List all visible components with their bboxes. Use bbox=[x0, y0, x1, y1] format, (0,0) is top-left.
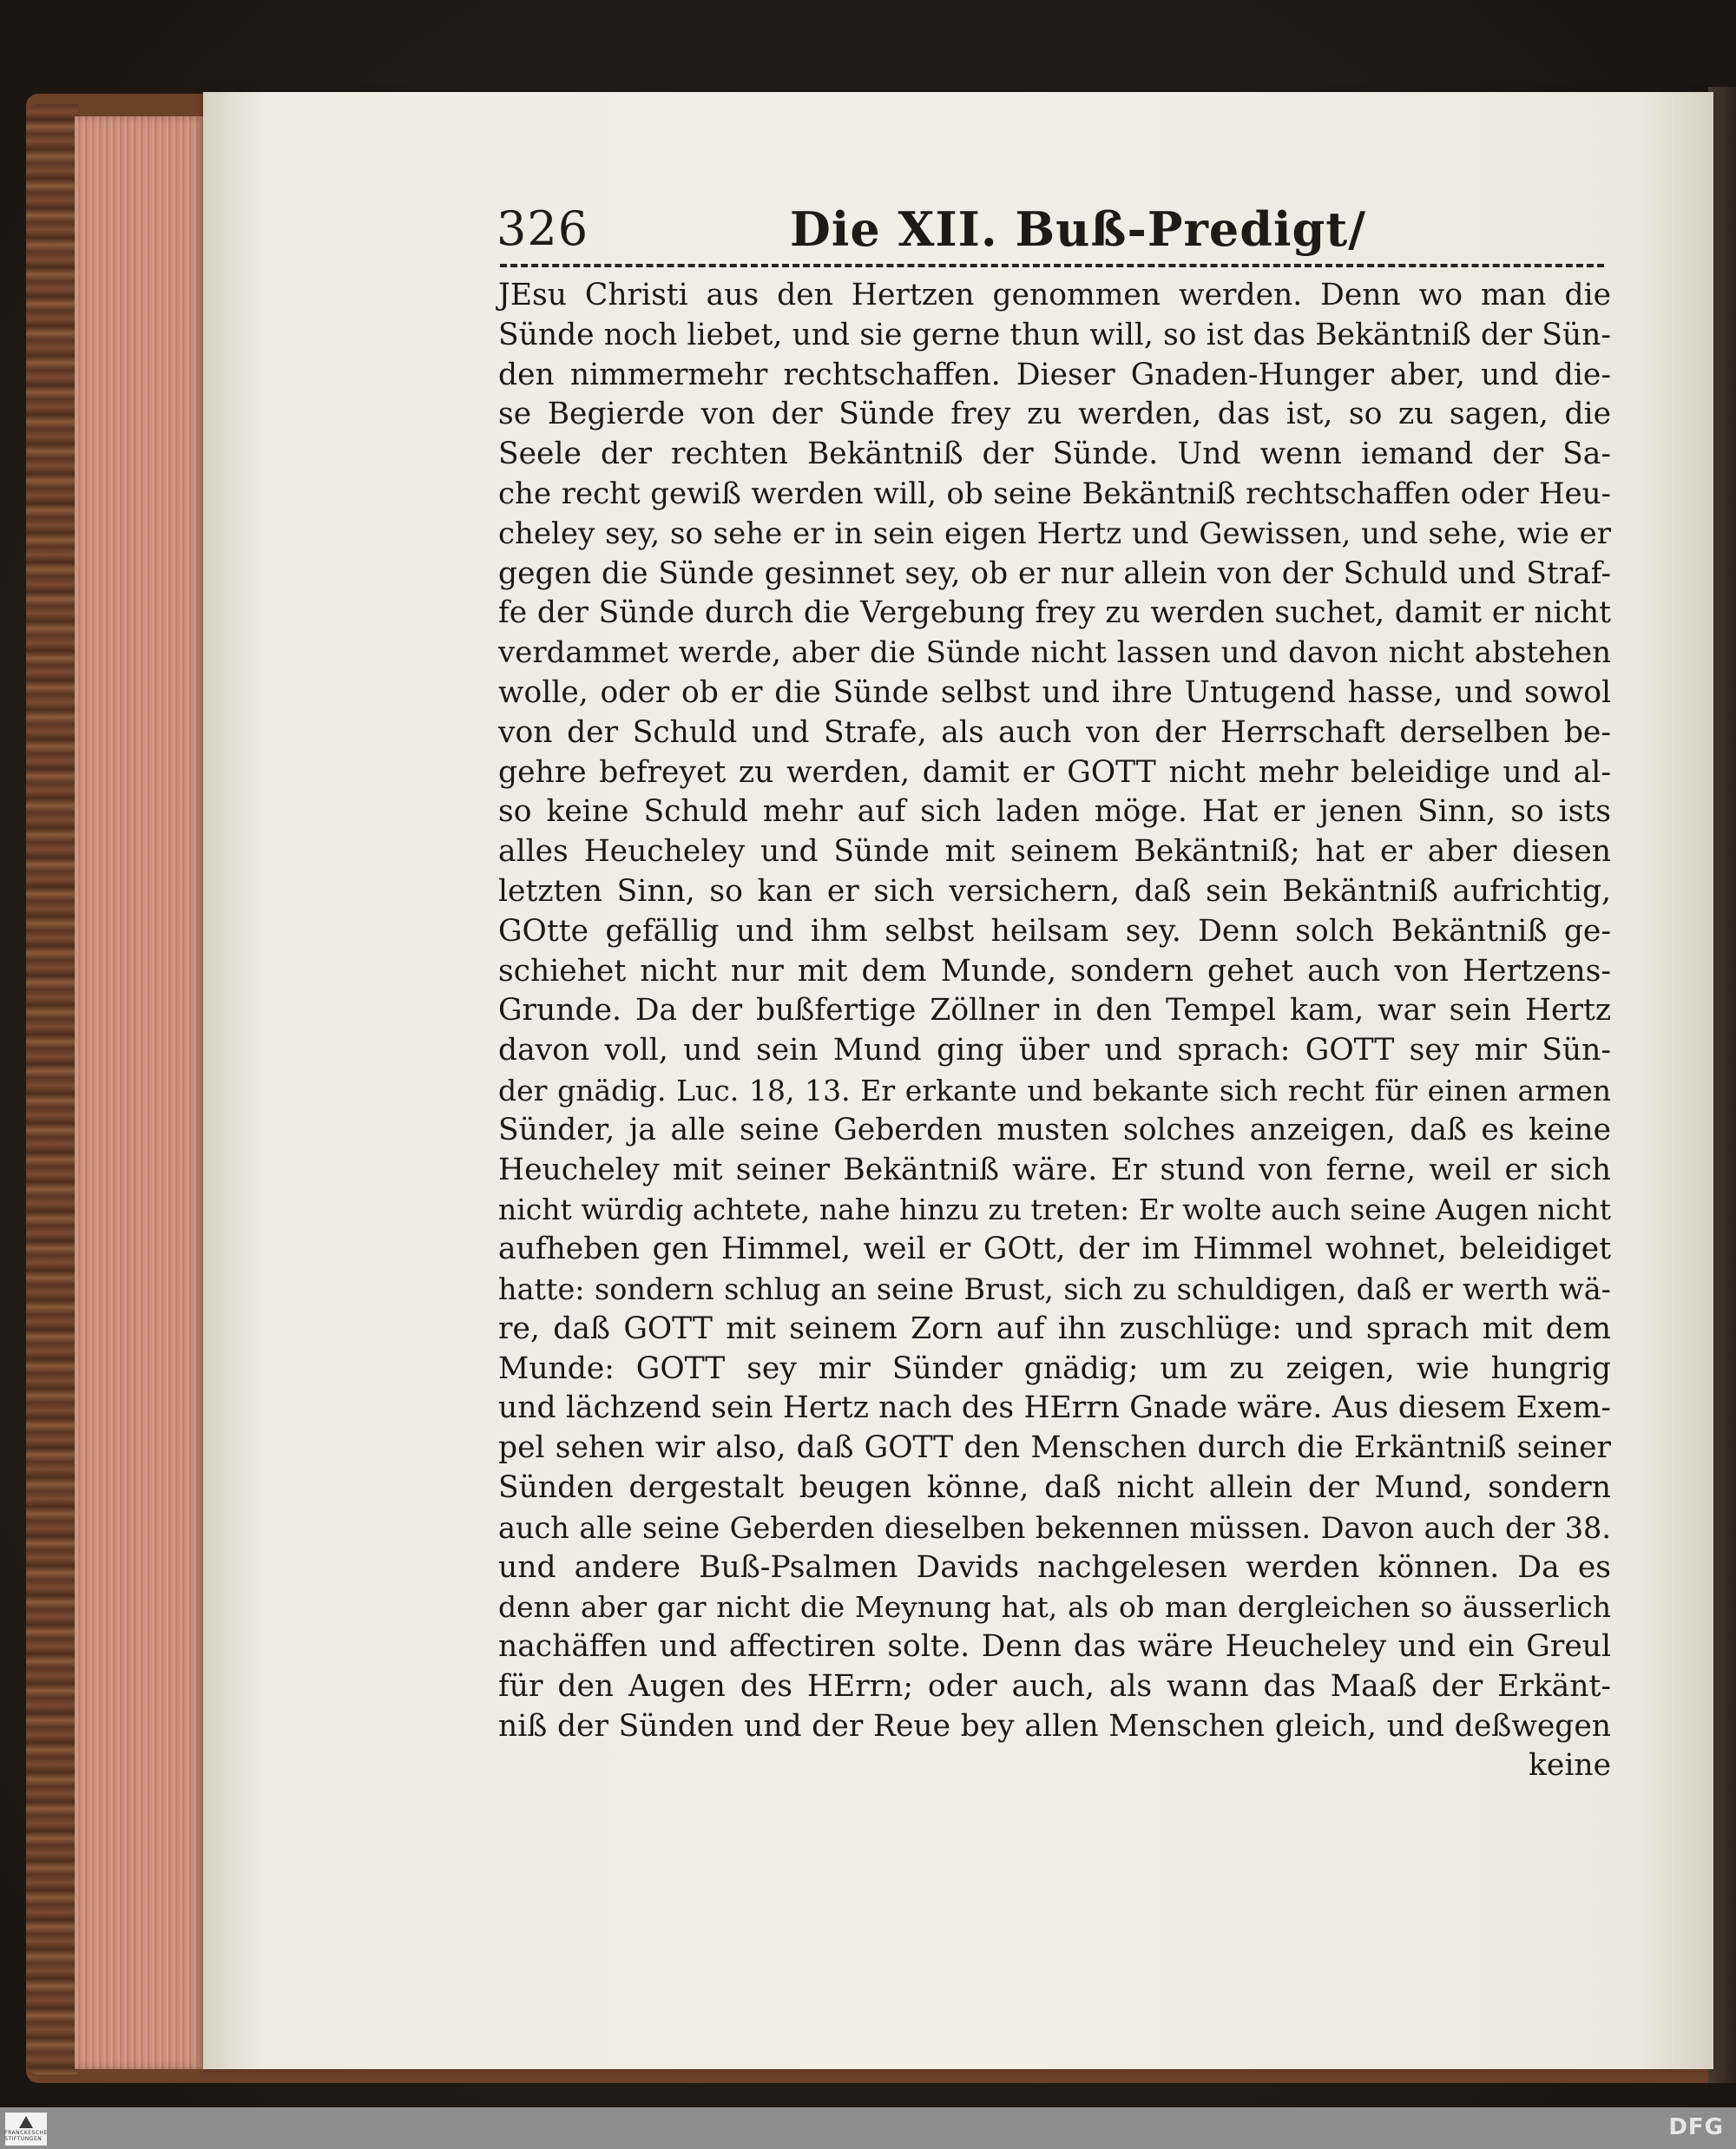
text-line: Seele der rechten Bekäntniß der Sünde. Und wenn iemand der Sa- bbox=[498, 437, 1611, 472]
text-line: von der Schuld und Strafe, als auch von der Herrschaft derselben be- bbox=[498, 714, 1611, 750]
dfg-logo[interactable]: DFG bbox=[1668, 2114, 1724, 2140]
text-line: der gnädig. Luc. 18, 13. Er erkante und bekante sich recht für einen armen bbox=[498, 1073, 1611, 1107]
text-line: wolle, oder ob er die Sünde selbst und ihre Untugend hasse, und sowol bbox=[498, 674, 1611, 710]
text-line: nachäffen und affectiren solte. Denn das wäre Heucheley und ein Greul bbox=[498, 1629, 1611, 1665]
text-line: hatte: sondern schlug an seine Brust, sich zu schuldigen, daß er werth wä- bbox=[498, 1272, 1611, 1306]
page-edges bbox=[75, 116, 205, 2069]
text-line: fe der Sünde durch die Vergebung frey zu werden suchet, damit er nicht bbox=[498, 595, 1611, 631]
text-line: gehre befreyet zu werden, damit er GOTT nicht mehr beleidige und al- bbox=[498, 754, 1611, 790]
text-body bbox=[498, 276, 1611, 1786]
text-line: auch alle seine Geberden dieselben bekennen müssen. Davon auch der 38. bbox=[498, 1510, 1611, 1545]
text-line: Munde: GOTT sey mir Sünder gnädig; um zu zeigen, wie hungrig bbox=[498, 1351, 1611, 1386]
page-number: 326 bbox=[496, 201, 589, 256]
text-line: nicht würdig achtete, nahe hinzu zu treten: Er wolte auch seine Augen nicht bbox=[498, 1193, 1611, 1227]
text-line: denn aber gar nicht die Meynung hat, als ob man dergleichen so äusserlich bbox=[498, 1590, 1611, 1625]
text-line: GOtte gefällig und ihm selbst heilsam sey. Denn solch Bekäntniß ge- bbox=[498, 913, 1611, 949]
text-line: Heucheley mit seiner Bekäntniß wäre. Er stund von ferne, weil er sich bbox=[498, 1152, 1611, 1187]
text-line: für den Augen des HErrn; oder auch, als wann das Maaß der Erkänt- bbox=[498, 1668, 1611, 1704]
text-line: niß der Sünden und der Reue bey allen Menschen gleich, und deßwegen bbox=[498, 1708, 1611, 1744]
text-line: so keine Schuld mehr auf sich laden möge. Hat er jenen Sinn, so ists bbox=[498, 794, 1611, 830]
text-line: verdammet werde, aber die Sünde nicht lassen und davon nicht abstehen bbox=[498, 635, 1611, 671]
text-line: letzten Sinn, so kan er sich versichern, daß sein Bekäntniß aufrichtig, bbox=[498, 873, 1611, 909]
text-line: schiehet nicht nur mit dem Munde, sondern gehet auch von Hertzens- bbox=[498, 953, 1611, 989]
institution-logo[interactable] bbox=[5, 2113, 47, 2146]
text-line: gegen die Sünde gesinnet sey, ob er nur allein von der Schuld und Straf- bbox=[498, 555, 1611, 591]
text-line: den nimmermehr rechtschaffen. Dieser Gnaden-Hunger aber, und die- bbox=[498, 357, 1611, 392]
text-line: und andere Buß-Psalmen Davids nachgelesen werden können. Da es bbox=[498, 1549, 1611, 1585]
text-line: und lächzend sein Hertz nach des HErrn Gnade wäre. Aus diesem Exem- bbox=[498, 1390, 1611, 1426]
logo-text: FRANCKESCHE STIFTUNGEN bbox=[4, 2130, 48, 2142]
catchword: keine bbox=[1529, 1748, 1611, 1784]
viewer-footer-bar bbox=[0, 2107, 1736, 2149]
book-spine-cover bbox=[26, 104, 78, 2074]
text-line: Sünde noch liebet, und sie gerne thun will, so ist das Bekäntniß der Sün- bbox=[498, 317, 1611, 352]
text-line: Sünder, ja alle seine Geberden musten solches anzeigen, daß es keine bbox=[498, 1112, 1611, 1147]
page-title: Die XII. Buß-Predigt/ bbox=[790, 201, 1366, 257]
text-line: che recht gewiß werden will, ob seine Bekäntniß rechtschaffen oder Heu- bbox=[498, 476, 1611, 511]
text-line: se Begierde von der Sünde frey zu werden, das ist, so zu sagen, die bbox=[498, 397, 1611, 432]
text-line: Sünden dergestalt beugen könne, daß nicht allein der Mund, sondern bbox=[498, 1469, 1611, 1505]
text-line: JEsu Christi aus den Hertzen genommen werden. Denn wo man die bbox=[498, 278, 1611, 312]
text-line: cheley sey, so sehe er in sein eigen Hertz und Gewissen, und sehe, wie er bbox=[498, 516, 1611, 551]
text-line: aufheben gen Himmel, weil er GOtt, der im Himmel wohnet, beleidiget bbox=[498, 1232, 1611, 1267]
logo-icon bbox=[19, 2116, 33, 2128]
text-line: re, daß GOTT mit seinem Zorn auf ihn zuschlüge: und sprach mit dem bbox=[498, 1311, 1611, 1346]
header-rule bbox=[500, 264, 1604, 267]
text-line: davon voll, und sein Mund ging über und sprach: GOTT sey mir Sün- bbox=[498, 1033, 1611, 1068]
text-line: Grunde. Da der bußfertige Zöllner in den Tempel kam, war sein Hertz bbox=[498, 993, 1611, 1028]
text-line: alles Heucheley und Sünde mit seinem Bekäntniß; hat er aber diesen bbox=[498, 834, 1611, 870]
running-head bbox=[496, 201, 1616, 262]
text-line: pel sehen wir also, daß GOTT den Menschen durch die Erkäntniß seiner bbox=[498, 1430, 1611, 1466]
